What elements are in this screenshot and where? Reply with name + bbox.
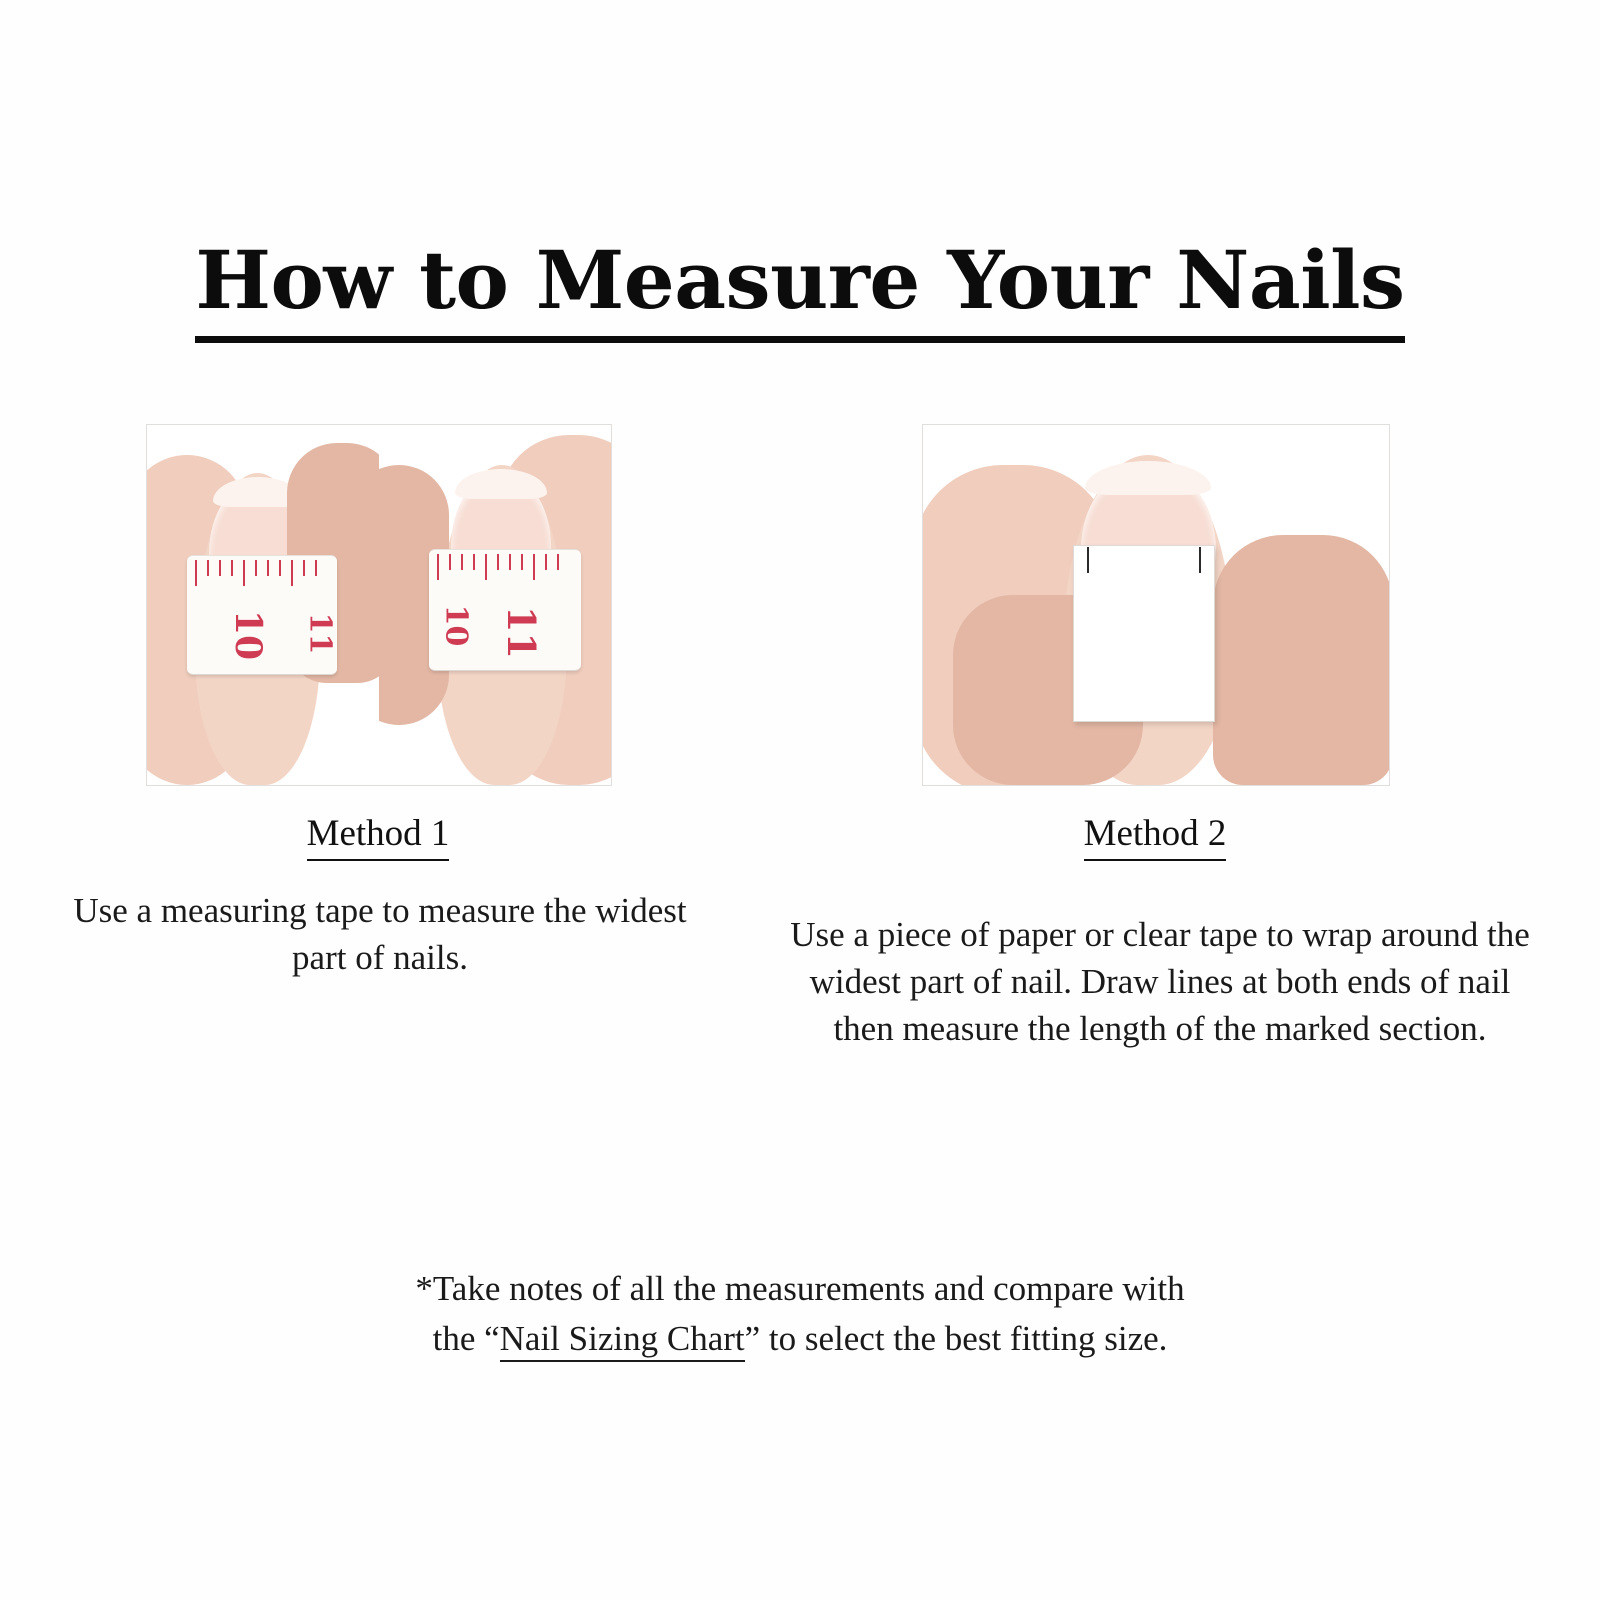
paper-strip xyxy=(1073,545,1215,722)
method-2-label xyxy=(922,812,1388,855)
method-2-photo-inner xyxy=(923,425,1389,785)
tape-number: 10 xyxy=(227,609,270,661)
method-2-photo xyxy=(922,424,1390,786)
tape-number: 11 xyxy=(302,612,337,655)
tape-number: 11 xyxy=(498,606,544,659)
method-2-label-text: Method 2 xyxy=(1084,813,1227,861)
footnote xyxy=(200,1264,1400,1363)
method-1-photo-right xyxy=(379,425,611,785)
footnote-line-2-suffix: ” to select the best fitting size. xyxy=(744,1318,1168,1358)
lower-finger-shape xyxy=(1213,535,1390,785)
measuring-tape-band xyxy=(187,555,337,675)
nail-edge-mark-right xyxy=(1199,547,1201,573)
footnote-line-1: *Take notes of all the measurements and compare with xyxy=(415,1269,1185,1308)
nail-edge-mark-left xyxy=(1087,547,1089,573)
page-title-container xyxy=(0,233,1600,343)
method-2-description: Use a piece of paper or clear tape to wrap around the widest part of nail. Draw lines at both ends of nail then measure the length of the marked section. xyxy=(790,915,1530,1048)
method-1-label xyxy=(146,812,610,855)
method-1-photo-inner xyxy=(147,425,611,785)
page-title: How to Measure Your Nails xyxy=(195,238,1404,343)
nail-sizing-chart-reference: Nail Sizing Chart xyxy=(500,1319,745,1362)
measuring-tape-band xyxy=(429,549,581,671)
footnote-line-2 xyxy=(200,1314,1400,1364)
images-row xyxy=(0,424,1600,784)
method-1-photo-left xyxy=(147,425,381,785)
nail-tip xyxy=(1085,461,1211,495)
method-1-label-text: Method 1 xyxy=(307,813,450,861)
method-1-description: Use a measuring tape to measure the widest part of nails. xyxy=(73,891,687,977)
method-1-photo xyxy=(146,424,612,786)
footnote-line-2-prefix: the “ xyxy=(432,1318,500,1358)
tape-number: 10 xyxy=(438,604,474,647)
